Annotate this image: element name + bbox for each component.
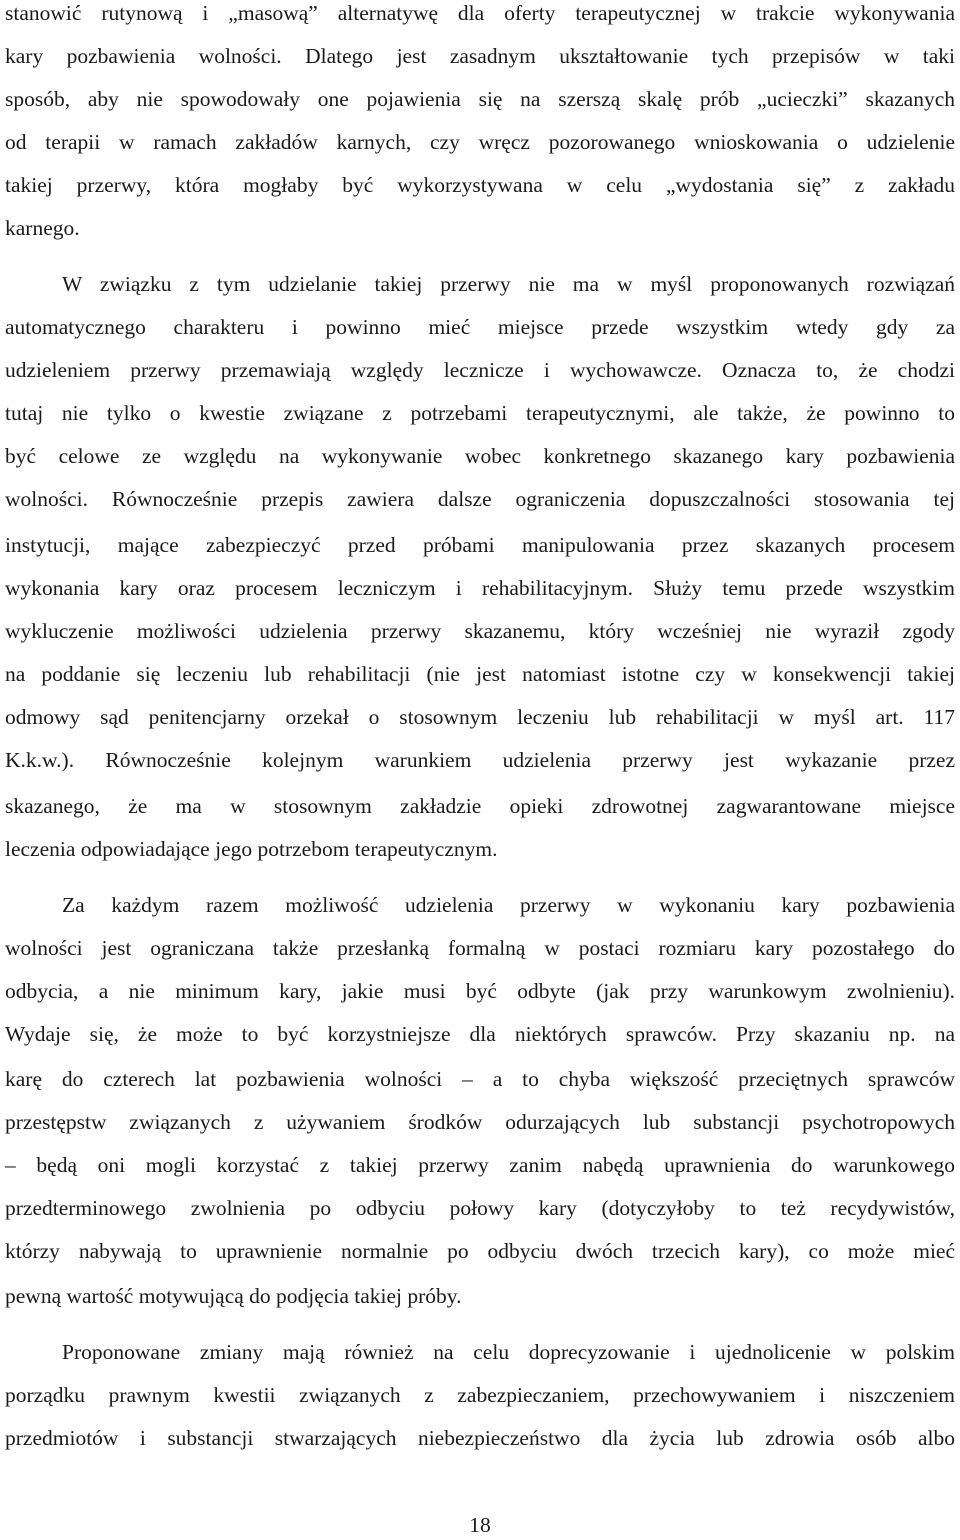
paragraph-3-line: wolności jest ograniczana także przesłanką formalną w postaci rozmiaru kary pozostałego do: [5, 936, 955, 960]
paragraph-2-line: K.k.w.). Równocześnie kolejnym warunkiem udzielenia przerwy jest wykazanie przez: [5, 748, 955, 772]
paragraph-2-line: wykluczenie możliwości udzielenia przerwy skazanemu, który wcześniej nie wyraził zgody: [5, 619, 955, 643]
paragraph-2-line: leczenia odpowiadające jego potrzebom terapeutycznym.: [5, 837, 498, 861]
paragraph-3-line: karę do czterech lat pozbawienia wolności – a to chyba większość przeciętnych sprawców: [5, 1067, 955, 1091]
paragraph-2-line: na poddanie się leczeniu lub rehabilitacji (nie jest natomiast istotne czy w konsekwencji takiej: [5, 662, 955, 686]
paragraph-2-line: skazanego, że ma w stosownym zakładzie opieki zdrowotnej zagwarantowane miejsce: [5, 794, 955, 818]
paragraph-3-line: Wydaje się, że może to być korzystniejsze dla niektórych sprawców. Przy skazaniu np. na: [5, 1022, 955, 1046]
paragraph-2-line: tutaj nie tylko o kwestie związane z potrzebami terapeutycznymi, ale także, że powinno to: [5, 401, 955, 425]
paragraph-3-line: odbycia, a nie minimum kary, jakie musi być odbyte (jak przy warunkowym zwolnieniu).: [5, 979, 955, 1003]
paragraph-1-line: takiej przerwy, która mogłaby być wykorzystywana w celu „wydostania się” z zakładu: [5, 173, 955, 197]
paragraph-1-line: od terapii w ramach zakładów karnych, czy wręcz pozorowanego wnioskowania o udzielenie: [5, 130, 955, 154]
paragraph-2-line: automatycznego charakteru i powinno mieć miejsce przede wszystkim wtedy gdy za: [5, 315, 955, 339]
paragraph-3-line: którzy nabywają to uprawnienie normalnie po odbyciu dwóch trzecich kary), co może mieć: [5, 1239, 955, 1263]
paragraph-3-line: przedterminowego zwolnienia po odbyciu połowy kary (dotyczyłoby to też recydywistów,: [5, 1196, 955, 1220]
paragraph-1-line: kary pozbawienia wolności. Dlatego jest zasadnym ukształtowanie tych przepisów w taki: [5, 44, 955, 68]
paragraph-1-line: sposób, aby nie spowodowały one pojawienia się na szerszą skalę prób „ucieczki” skazanych: [5, 87, 955, 111]
paragraph-3-line: – będą oni mogli korzystać z takiej przerwy zanim nabędą uprawnienia do warunkowego: [5, 1153, 955, 1177]
paragraph-1-line: stanowić rutynową i „masową” alternatywę dla oferty terapeutycznej w trakcie wykonywania: [5, 1, 955, 25]
paragraph-1-line: karnego.: [5, 216, 80, 240]
paragraph-2-line: wykonania kary oraz procesem leczniczym i rehabilitacyjnym. Służy temu przede wszystkim: [5, 576, 955, 600]
paragraph-3-line: pewną wartość motywującą do podjęcia takiej próby.: [5, 1284, 462, 1308]
paragraph-2-line: instytucji, mające zabezpieczyć przed próbami manipulowania przez skazanych procesem: [5, 533, 955, 557]
paragraph-3-line: Za każdym razem możliwość udzielenia przerwy w wykonaniu kary pozbawienia: [62, 893, 955, 917]
paragraph-4-line: Proponowane zmiany mają również na celu doprecyzowanie i ujednolicenie w polskim: [62, 1340, 955, 1364]
paragraph-2-line: wolności. Równocześnie przepis zawiera dalsze ograniczenia dopuszczalności stosowania tej: [5, 487, 955, 511]
paragraph-2-line: udzieleniem przerwy przemawiają względy lecznicze i wychowawcze. Oznacza to, że chodzi: [5, 358, 955, 382]
paragraph-2-line: być celowe ze względu na wykonywanie wobec konkretnego skazanego kary pozbawienia: [5, 444, 955, 468]
paragraph-4-line: porządku prawnym kwestii związanych z zabezpieczaniem, przechowywaniem i niszczeniem: [5, 1383, 955, 1407]
paragraph-4-line: przedmiotów i substancji stwarzających niebezpieczeństwo dla życia lub zdrowia osób albo: [5, 1426, 955, 1450]
paragraph-3-line: przestępstw związanych z używaniem środków odurzających lub substancji psychotropowych: [5, 1110, 955, 1134]
paragraph-2-line: W związku z tym udzielanie takiej przerwy nie ma w myśl proponowanych rozwiązań: [62, 272, 955, 296]
page-number: 18: [469, 1513, 491, 1537]
paragraph-2-line: odmowy sąd penitencjarny orzekał o stosownym leczeniu lub rehabilitacji w myśl art. 117: [5, 705, 955, 729]
